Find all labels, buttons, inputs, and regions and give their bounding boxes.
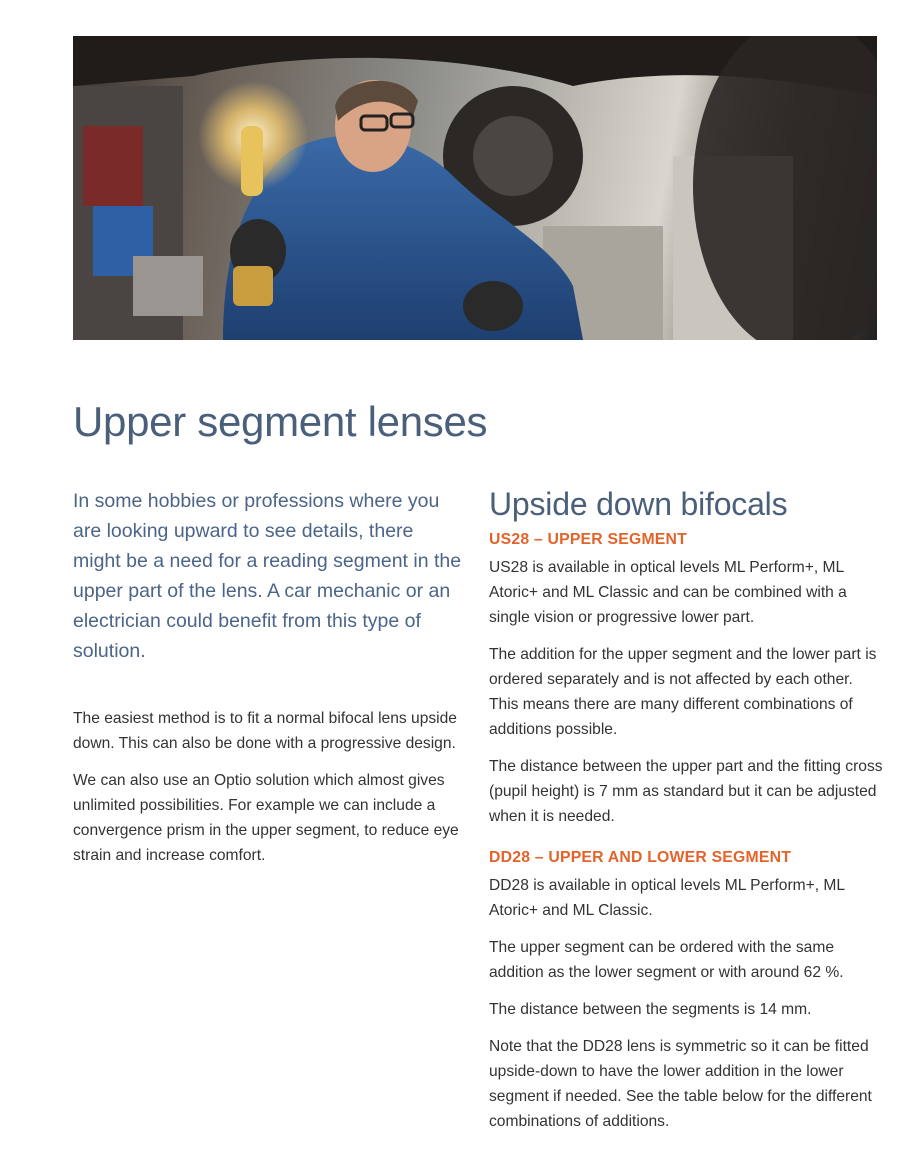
page-title: Upper segment lenses bbox=[73, 398, 488, 445]
dd28-paragraph: The distance between the segments is 14 mm. bbox=[489, 1001, 812, 1018]
hero-photo-illustration bbox=[73, 36, 877, 340]
section-heading: Upside down bifocals bbox=[489, 486, 788, 522]
dd28-paragraph: Note that the DD28 lens is symmetric so it can be fitted upside-down to have the lower addition in the lower segment if needed. See the table below for the different combinations of additions. bbox=[489, 1038, 872, 1130]
left-column bbox=[73, 486, 465, 880]
us28-heading: US28 – UPPER SEGMENT bbox=[489, 531, 688, 548]
us28-paragraph: The addition for the upper segment and the lower part is ordered separately and is not affected by each other. This means there are many different combinations of additions possible. bbox=[489, 646, 877, 738]
intro-lead-text: In some hobbies or professions where you are looking upward to see details, there might be a need for a reading segment in the upper part of the lens. A car mechanic or an electrician could benefit from this type of solution. bbox=[73, 490, 462, 662]
dd28-paragraph: The upper segment can be ordered with the same addition as the lower segment or with around 62 %. bbox=[489, 939, 844, 981]
body-paragraph: The easiest method is to fit a normal bifocal lens upside down. This can also be done with a progressive design. bbox=[73, 710, 457, 752]
hero-photo bbox=[73, 36, 877, 340]
right-column bbox=[489, 486, 884, 1146]
dd28-heading: DD28 – UPPER AND LOWER SEGMENT bbox=[489, 849, 792, 866]
us28-paragraph: US28 is available in optical levels ML Perform+, ML Atoric+ and ML Classic and can be combined with a single vision or progressive lower part. bbox=[489, 559, 847, 626]
us28-paragraph: The distance between the upper part and the fitting cross (pupil height) is 7 mm as standard but it can be adjusted when it is needed. bbox=[489, 758, 883, 825]
dd28-paragraph: DD28 is available in optical levels ML Perform+, ML Atoric+ and ML Classic. bbox=[489, 877, 845, 919]
body-paragraph: We can also use an Optio solution which almost gives unlimited possibilities. For example we can include a convergence prism in the upper segment, to reduce eye strain and increase comfort. bbox=[73, 772, 459, 864]
